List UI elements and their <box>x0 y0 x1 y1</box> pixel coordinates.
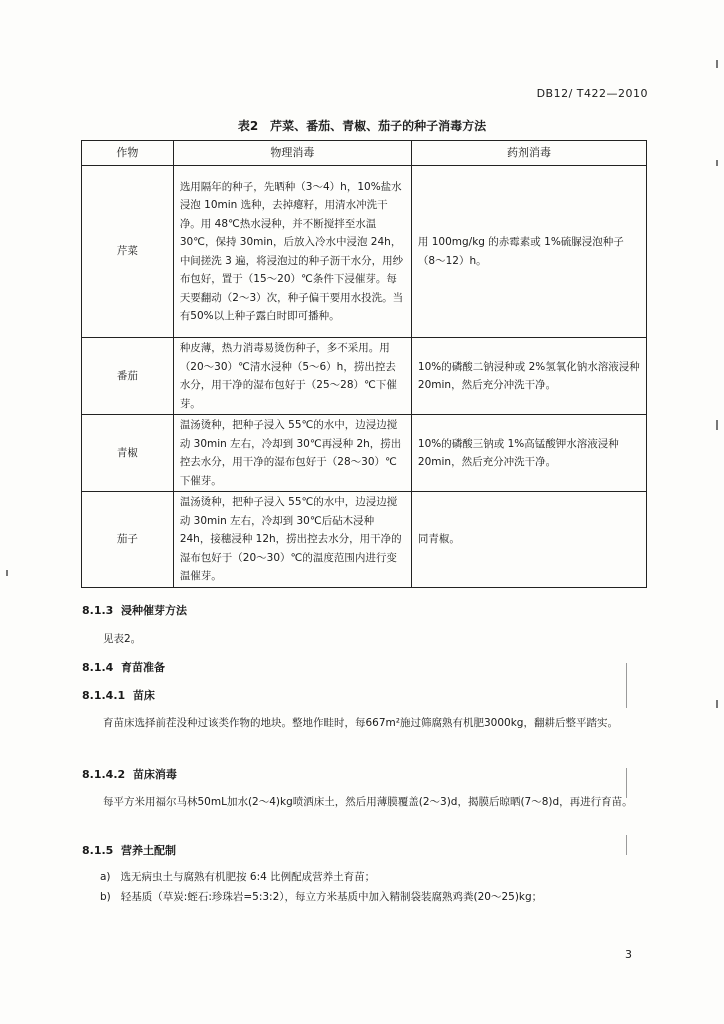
edge-mark <box>6 570 8 576</box>
table-row <box>82 415 647 492</box>
physical-method-cell: 温汤烫种，把种子浸入 55℃的水中，边浸边搅动 30min 左右，冷却到 30℃再浸种 2h，捞出控去水分，用干净的湿布包好于（28～30）℃下催芽。 <box>173 415 411 492</box>
table-row <box>82 338 647 415</box>
edge-mark <box>716 420 718 430</box>
section-title: 营养土配制 <box>121 844 176 857</box>
section-number: 8.1.5 <box>82 844 114 857</box>
scan-line <box>626 663 627 708</box>
list-text: 轻基质（草炭:蛭石:珍珠岩=5:3:2），每立方米基质中加入精制袋装腐熟鸡粪(20～25)kg； <box>120 891 543 903</box>
table-header-row <box>82 141 647 166</box>
scan-line <box>626 835 627 855</box>
crop-cell: 茄子 <box>82 492 174 588</box>
table-row <box>82 166 647 338</box>
crop-cell: 芹菜 <box>82 166 174 338</box>
list-item <box>100 889 648 904</box>
section-number: 8.1.4.1 <box>82 689 126 702</box>
edge-mark <box>716 160 718 166</box>
section-heading-8-1-3 <box>82 602 187 618</box>
chemical-method-cell: 用 100mg/kg 的赤霉素或 1%硫脲浸泡种子（8～12）h。 <box>411 166 646 338</box>
section-number: 8.1.3 <box>82 604 114 617</box>
section-number: 8.1.4 <box>82 661 114 674</box>
column-header-physical: 物理消毒 <box>173 141 411 166</box>
section-number: 8.1.4.2 <box>82 768 126 781</box>
physical-method-cell: 温汤烫种，把种子浸入 55℃的水中，边浸边搅动 30min 左右，冷却到 30℃后砧木浸种 24h，接穗浸种 12h，捞出控去水分，用干净的湿布包好于（20～30）℃的温度范围内进行变温催芽。 <box>173 492 411 588</box>
column-header-chemical: 药剂消毒 <box>411 141 646 166</box>
section-title: 育苗准备 <box>121 661 165 674</box>
page-number: 3 <box>625 948 632 961</box>
section-title: 苗床消毒 <box>132 768 177 781</box>
document-code: DB12/ T422—2010 <box>536 87 648 100</box>
section-body: 见表2。 <box>103 633 142 645</box>
chemical-method-cell: 10%的磷酸二钠浸种或 2%氢氧化钠水溶液浸种 20min，然后充分冲洗干净。 <box>411 338 646 415</box>
section-heading-8-1-4 <box>82 659 165 675</box>
list-marker: b) <box>100 891 111 903</box>
section-title: 浸种催芽方法 <box>121 604 187 617</box>
edge-mark <box>716 700 718 708</box>
physical-method-cell: 种皮薄，热力消毒易烫伤种子，多不采用。用（20～30）℃清水浸种（5～6）h，捞出控去水分，用干净的湿布包好于（25～28）℃下催芽。 <box>173 338 411 415</box>
crop-cell: 番茄 <box>82 338 174 415</box>
section-heading-8-1-4-2 <box>82 766 177 782</box>
physical-method-cell: 选用隔年的种子，先晒种（3～4）h，10%盐水浸泡 10min 选种，去掉瘪籽，用清水冲洗干净。用 48℃热水浸种，并不断搅拌至水温 30℃，保持 30min，后放入冷水中浸泡 24h，中间搓洗 3 遍，将浸泡过的种子沥干水分，用纱布包好，置于（15～20）℃条件下浸催芽。每天要翻动（2～3）次，种子偏干要用水投洗。当有50%以上种子露白时即可播种。 <box>173 166 411 338</box>
edge-mark <box>716 60 718 68</box>
chemical-method-cell: 10%的磷酸三钠或 1%高锰酸钾水溶液浸种 20min，然后充分冲洗干净。 <box>411 415 646 492</box>
table-title: 表2 芹菜、番茄、青椒、茄子的种子消毒方法 <box>237 119 487 133</box>
section-heading-8-1-4-1 <box>82 687 155 703</box>
section-body: 每平方米用福尔马林50mL加水(2～4)kg喷洒床土，然后用薄膜覆盖(2～3)d，揭膜后晾晒(7～8)d，再进行育苗。 <box>103 796 633 808</box>
chemical-method-cell: 同青椒。 <box>411 492 646 588</box>
section-heading-8-1-5 <box>82 842 176 858</box>
crop-cell: 青椒 <box>82 415 174 492</box>
list-marker: a) <box>100 871 111 883</box>
section-body: 育苗床选择前茬没种过该类作物的地块。整地作畦时，每667m²施过筛腐熟有机肥3000kg，翻耕后整平踏实。 <box>103 717 618 729</box>
list-item <box>100 869 648 884</box>
seed-disinfection-table <box>81 140 647 588</box>
column-header-crop: 作物 <box>82 141 174 166</box>
section-title: 苗床 <box>132 689 155 702</box>
list-text: 选无病虫土与腐熟有机肥按 6:4 比例配成营养土育苗； <box>120 871 376 883</box>
table-row <box>82 492 647 588</box>
